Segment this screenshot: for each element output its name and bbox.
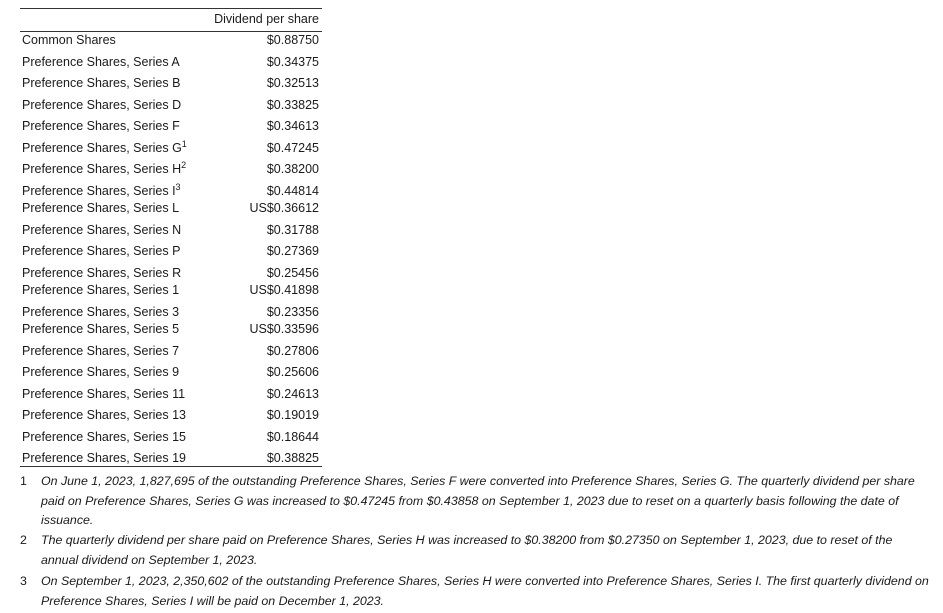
table-row <box>20 361 322 383</box>
share-class-label: Preference Shares, Series P <box>22 244 181 258</box>
share-class-label: Preference Shares, Series 11 <box>22 387 186 401</box>
table-row <box>20 158 322 180</box>
share-class-label: Preference Shares, Series 5 <box>22 322 180 336</box>
share-class-name <box>22 72 180 94</box>
share-class-label: Preference Shares, Series D <box>22 98 182 112</box>
share-class-name <box>22 279 179 301</box>
dividend-value: $0.25606 <box>266 365 319 379</box>
share-class-label: Preference Shares, Series 7 <box>22 344 180 358</box>
share-class-label: Preference Shares, Series G <box>22 141 182 155</box>
footnote-number: 2 <box>20 533 27 547</box>
dividend-value: $0.31788 <box>266 223 319 237</box>
footnote-text: The quarterly dividend per share paid on Preference Shares, Series H was increased to $0.38200 from $0.27350 on September 1, 2023, due to reset of the annual dividend on September 1, 2023. <box>41 533 893 567</box>
share-class-label: Preference Shares, Series B <box>22 76 181 90</box>
table-row <box>20 318 322 340</box>
share-class-label: Preference Shares, Series 3 <box>22 305 180 319</box>
share-class-name <box>22 426 186 448</box>
table-row <box>20 219 322 241</box>
share-class-name <box>22 361 179 383</box>
share-class-name <box>22 51 180 73</box>
footnote-number: 1 <box>20 474 27 488</box>
dividend-value: $0.38200 <box>266 162 319 176</box>
dividend-value: $0.27369 <box>266 244 319 258</box>
dividend-value: US$0.41898 <box>249 283 319 297</box>
dividend-value: $0.19019 <box>266 408 319 422</box>
dividend-value: $0.33825 <box>266 98 319 112</box>
dividend-value: $0.24613 <box>266 387 319 401</box>
footnote-text: On September 1, 2023, 2,350,602 of the outstanding Preference Shares, Series H were converted into Preference Shares, Series I. The first quarterly dividend on Preference Shares, Series I will be paid on December 1, 2023. <box>41 574 929 608</box>
dividend-value: $0.47245 <box>266 141 319 155</box>
share-class-label: Preference Shares, Series H <box>22 162 182 176</box>
dividend-value: $0.25456 <box>266 266 319 280</box>
share-class-label: Preference Shares, Series A <box>22 55 180 69</box>
table-bottom-rule <box>20 466 322 467</box>
dividend-value: $0.34375 <box>266 55 319 69</box>
share-class-label: Preference Shares, Series I <box>22 184 176 198</box>
share-class-label: Preference Shares, Series L <box>22 201 180 215</box>
share-class-name <box>22 29 116 51</box>
share-class-label: Preference Shares, Series 9 <box>22 365 180 379</box>
share-class-name <box>22 240 180 262</box>
table-row <box>20 51 322 73</box>
share-class-name <box>22 94 181 116</box>
table-row <box>20 29 322 51</box>
dividend-value: $0.38825 <box>266 451 319 465</box>
share-class-label: Preference Shares, Series 1 <box>22 283 180 297</box>
dividend-value: $0.44814 <box>266 184 319 198</box>
dividend-value: US$0.36612 <box>249 201 319 215</box>
table-row <box>20 240 322 262</box>
table-row <box>20 137 322 159</box>
share-class-label: Preference Shares, Series 13 <box>22 408 186 422</box>
table-row <box>20 383 322 405</box>
table-row <box>20 94 322 116</box>
table-row <box>20 115 322 137</box>
footnote-reference: 3 <box>175 182 181 192</box>
share-class-label: Common Shares <box>22 33 116 47</box>
dividend-value: $0.27806 <box>266 344 319 358</box>
dividend-value: $0.32513 <box>266 76 319 90</box>
table-row <box>20 72 322 94</box>
share-class-name <box>22 318 179 340</box>
share-class-name <box>22 404 186 426</box>
footnote-reference: 1 <box>181 139 187 149</box>
share-class-name <box>22 158 186 180</box>
table-row <box>20 404 322 426</box>
share-class-label: Preference Shares, Series 19 <box>22 451 186 465</box>
footnote-text: On June 1, 2023, 1,827,695 of the outstanding Preference Shares, Series F were converted into Preference Shares, Series G. The quarterly dividend per share paid on Preference Shares, Series G was increased to $0.47245 from $0.43858 on September 1, 2023 due to reset on a quarterly basis following the date of issuance. <box>41 474 915 527</box>
table-row <box>20 426 322 448</box>
share-class-name <box>22 340 179 362</box>
share-class-name <box>22 383 185 405</box>
dividend-value: $0.18644 <box>266 430 319 444</box>
share-class-label: Preference Shares, Series R <box>22 266 182 280</box>
table-row <box>20 340 322 362</box>
dividend-value: $0.88750 <box>266 33 319 47</box>
share-class-name <box>22 137 187 159</box>
footnote-number: 3 <box>20 574 27 588</box>
dividend-value: US$0.33596 <box>249 322 319 336</box>
table-row <box>20 197 322 219</box>
share-class-name <box>22 219 181 241</box>
share-class-label: Preference Shares, Series F <box>22 119 180 133</box>
share-class-label: Preference Shares, Series 15 <box>22 430 186 444</box>
column-header-dividend-per-share: Dividend per share <box>214 12 319 26</box>
dividend-value: $0.23356 <box>266 305 319 319</box>
table-row <box>20 279 322 301</box>
dividend-value: $0.34613 <box>266 119 319 133</box>
share-class-name <box>22 115 180 137</box>
share-class-name <box>22 197 179 219</box>
share-class-label: Preference Shares, Series N <box>22 223 182 237</box>
footnote-reference: 2 <box>181 160 187 170</box>
